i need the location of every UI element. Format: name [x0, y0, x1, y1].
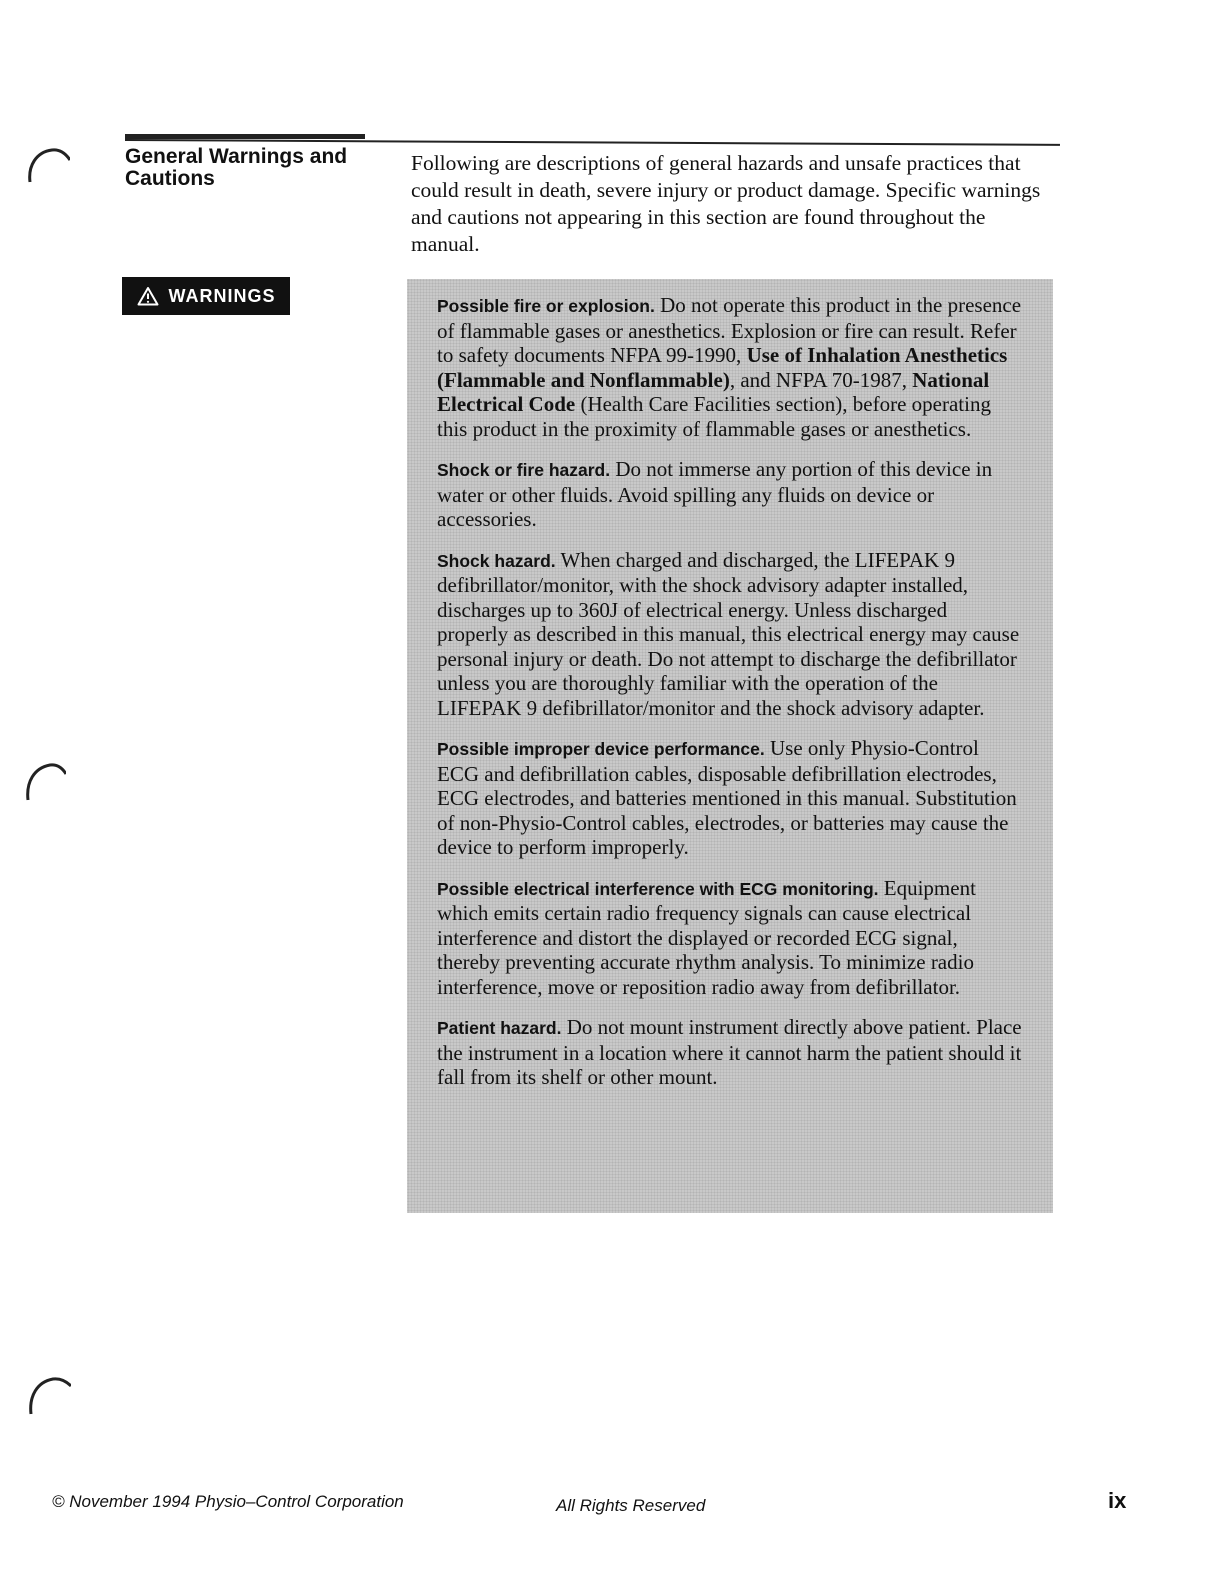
- document-reference: Use of Inhalation Anesthetics (Flammable and Nonflammable): [437, 343, 1008, 392]
- footer-rights: All Rights Reserved: [556, 1496, 706, 1515]
- warning-heading: Shock or fire hazard.: [437, 460, 611, 480]
- warning-item: [437, 548, 1023, 721]
- warnings-badge: [122, 277, 290, 315]
- section-title-line2: Cautions: [125, 167, 215, 190]
- footer-copyright: © November 1994 Physio–Control Corporation: [52, 1492, 404, 1511]
- warning-item: [437, 457, 1023, 532]
- warning-heading: Possible electrical interference with ECG monitoring.: [437, 878, 879, 899]
- warning-text: (Health Care Facilities section), before operating this product in the proximity of flammable gases or anesthetics.: [437, 392, 991, 441]
- warning-heading: Shock hazard.: [437, 550, 556, 571]
- warning-triangle-icon: [137, 286, 159, 306]
- warning-item: [437, 293, 1023, 441]
- warning-item: [437, 736, 1023, 860]
- warnings-box: [407, 279, 1053, 1213]
- binder-hole-mark: [27, 1374, 71, 1418]
- warning-text: Do not mount instrument directly above patient. Place the instrument in a location where it cannot harm the patient should it fall from its shelf or other mount.: [437, 1015, 1022, 1089]
- warning-text: Do not immerse any portion of this device in water or other fluids. Avoid spilling any fluids on device or accessories.: [437, 457, 993, 531]
- warning-text: Use only Physio-Control ECG and defibrillation cables, disposable defibrillation electrodes, ECG electrodes, and batteries mentioned in this manual. Substitution of non-Physio-Control cables, electrodes, or batteries may cause the device to perform improperly.: [437, 736, 1017, 859]
- warning-text: When charged and discharged, the LIFEPAK 9 defibrillator/monitor, with the shock advisory adapter installed, discharges up to 360J of electrical energy. Unless discharged properly as described in this manual, this electrical energy may cause personal injury or death. Do not attempt to discharge the defibrillator unless you are thoroughly familiar with the operation of the LIFEPAK 9 defibrillator/monitor and the shock advisory adapter.: [437, 547, 1020, 720]
- warning-item: [437, 876, 1023, 1000]
- warning-heading: Possible improper device performance.: [437, 739, 765, 759]
- warning-heading: Possible fire or explosion.: [437, 296, 655, 316]
- page-number: ix: [1108, 1488, 1127, 1513]
- document-reference: National Electrical Code: [437, 367, 990, 416]
- binder-hole-mark: [22, 760, 66, 804]
- warning-text: Do not operate this product in the presence of flammable gases or anesthetics. Explosion or fire can result. Refer to safety documents NFPA 99-1990,: [437, 293, 1022, 367]
- warning-item: [437, 1015, 1023, 1090]
- warning-heading: Patient hazard.: [437, 1018, 562, 1038]
- warning-text: Equipment which emits certain radio frequency signals can cause electrical interference and distort the displayed or recorded ECG signal, thereby preventing accurate rhythm analysis. To minimize radio interference, move or reposition radio away from defibrillator.: [437, 875, 976, 999]
- binder-hole-mark: [26, 146, 70, 190]
- intro-paragraph: Following are descriptions of general hazards and unsafe practices that could result in death, severe injury or product damage. Specific warnings and cautions not appearing in this section are found throughout the manual.: [411, 151, 1041, 256]
- warning-text: , and NFPA 70-1987,: [729, 367, 913, 392]
- warnings-badge-label: WARNINGS: [168, 285, 276, 306]
- section-title: [125, 146, 375, 190]
- section-title-line1: General Warnings and: [125, 145, 348, 168]
